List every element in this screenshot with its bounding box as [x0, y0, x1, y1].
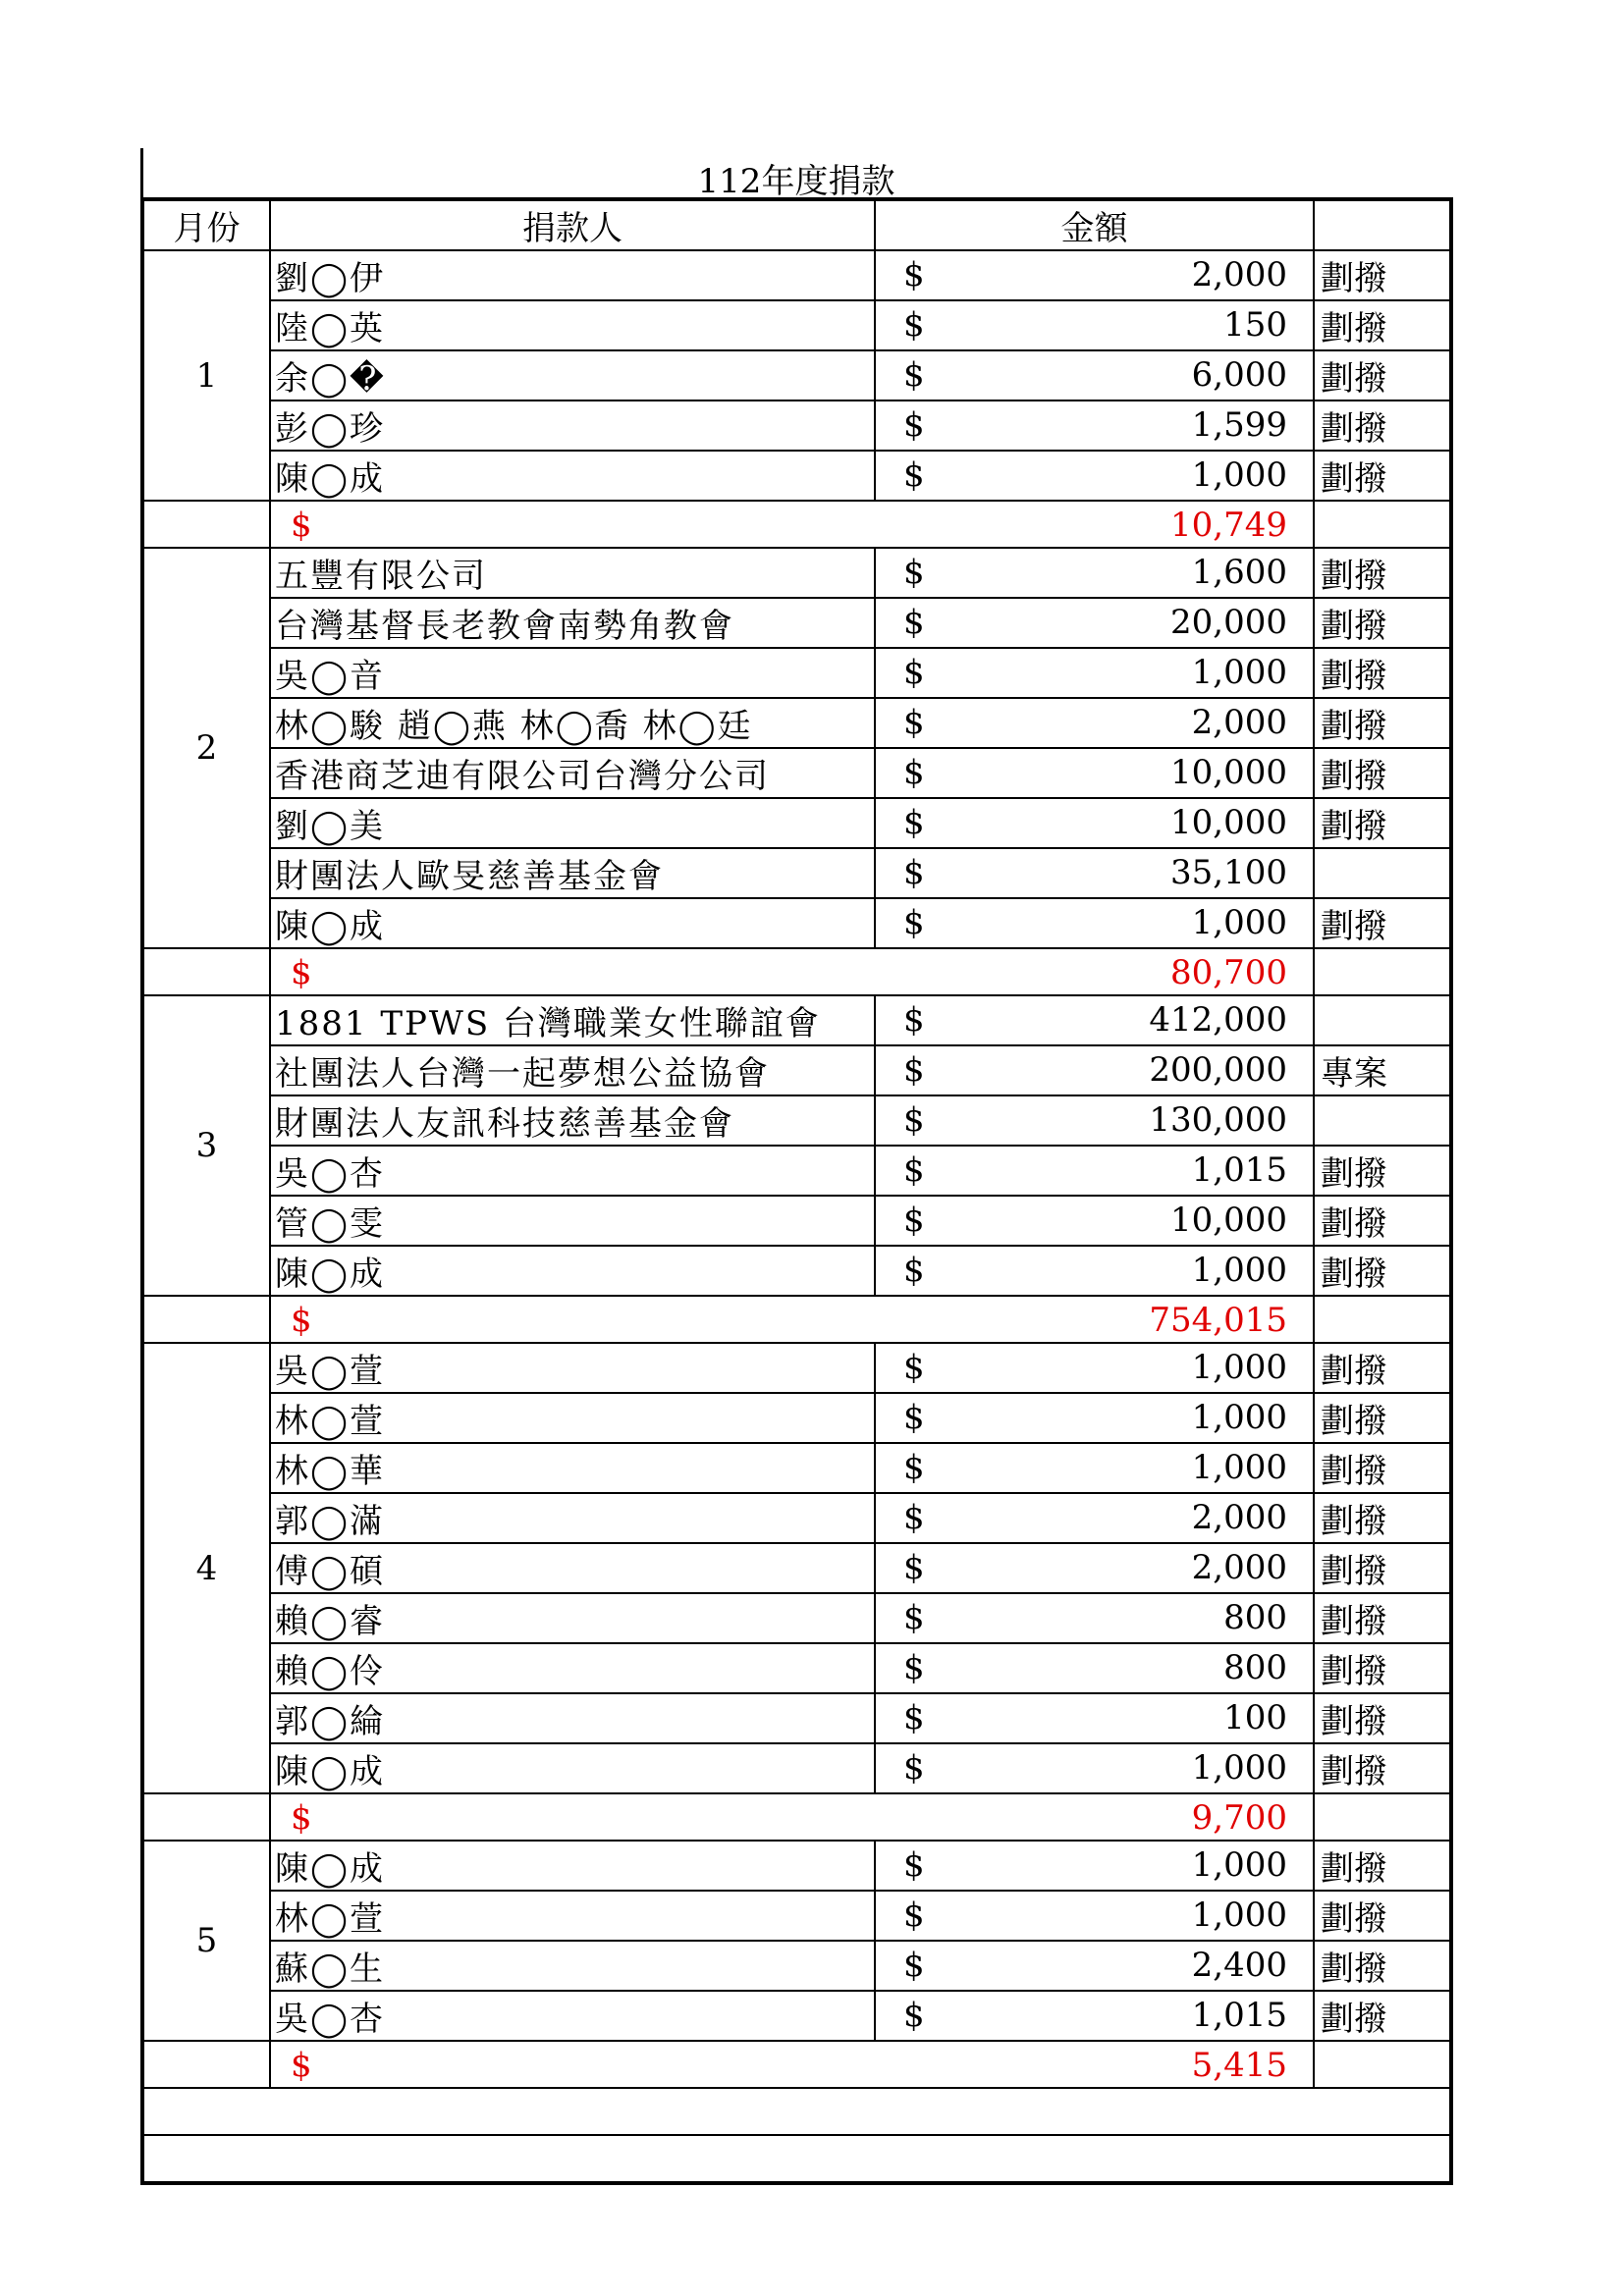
donor-name: 林◯駿 趙◯燕 林◯喬 林◯廷 [270, 698, 875, 748]
donation-row [142, 698, 1451, 748]
header-row [142, 199, 1451, 250]
donation-row [142, 898, 1451, 948]
subtotal-month-blank [142, 2041, 270, 2088]
subtotal-value: 5,415 [1191, 2046, 1287, 2085]
donation-row [142, 598, 1451, 648]
amount-value: 800 [1223, 1648, 1287, 1687]
subtotal-currency: $ [291, 1301, 312, 1340]
donor-name: 台灣基督長老教會南勢角教會 [270, 598, 875, 648]
donor-name: 劉◯美 [270, 798, 875, 848]
amount-value: 800 [1223, 1598, 1287, 1637]
donor-name: 傅◯碩 [270, 1543, 875, 1593]
empty-row [142, 2135, 1451, 2183]
amount-cell [875, 1343, 1314, 1393]
subtotal-value: 9,700 [1191, 1798, 1287, 1838]
donation-row [142, 1343, 1451, 1393]
currency-symbol: $ [903, 1845, 925, 1885]
payment-note: 劃撥 [1314, 250, 1451, 300]
amount-cell [875, 1693, 1314, 1743]
donation-row [142, 1443, 1451, 1493]
currency-symbol: $ [903, 1698, 925, 1737]
currency-symbol: $ [903, 1598, 925, 1637]
payment-note: 劃撥 [1314, 1643, 1451, 1693]
currency-symbol: $ [903, 803, 925, 842]
subtotal-month-blank [142, 1296, 270, 1343]
subtotal-row [142, 2041, 1451, 2088]
payment-note: 劃撥 [1314, 1891, 1451, 1941]
amount-value: 1,015 [1191, 1996, 1287, 2035]
amount-cell [875, 598, 1314, 648]
donor-name: 林◯萱 [270, 1393, 875, 1443]
month-header: 月份 [142, 199, 270, 250]
amount-value: 2,000 [1191, 703, 1287, 742]
amount-cell [875, 1196, 1314, 1246]
amount-value: 1,000 [1191, 1845, 1287, 1885]
donation-row [142, 1493, 1451, 1543]
amount-cell [875, 1891, 1314, 1941]
donation-row [142, 798, 1451, 848]
donor-name: 余◯� [270, 350, 875, 400]
donor-name: 財團法人友訊科技慈善基金會 [270, 1095, 875, 1146]
currency-symbol: $ [903, 405, 925, 445]
subtotal-month-blank [142, 1793, 270, 1841]
payment-note: 劃撥 [1314, 1841, 1451, 1891]
currency-symbol: $ [903, 1348, 925, 1387]
payment-note: 劃撥 [1314, 1543, 1451, 1593]
payment-note: 劃撥 [1314, 648, 1451, 698]
donation-row [142, 1941, 1451, 1991]
currency-symbol: $ [903, 753, 925, 792]
currency-symbol: $ [903, 355, 925, 395]
amount-cell [875, 648, 1314, 698]
donor-name: 管◯雯 [270, 1196, 875, 1246]
donor-name: 陳◯成 [270, 898, 875, 948]
month-cell: 1 [142, 250, 270, 501]
payment-note: 劃撥 [1314, 548, 1451, 598]
amount-value: 1,000 [1191, 653, 1287, 692]
amount-value: 10,000 [1170, 1201, 1287, 1240]
donor-name: 社團法人台灣一起夢想公益協會 [270, 1045, 875, 1095]
amount-cell [875, 1146, 1314, 1196]
month-cell: 3 [142, 995, 270, 1296]
donor-name: 陳◯成 [270, 1841, 875, 1891]
currency-symbol: $ [903, 853, 925, 892]
donation-row [142, 1196, 1451, 1246]
note-header [1314, 199, 1451, 250]
currency-symbol: $ [903, 1251, 925, 1290]
donation-row [142, 1743, 1451, 1793]
month-cell: 5 [142, 1841, 270, 2041]
subtotal-cell [270, 501, 1314, 548]
subtotal-note-blank [1314, 948, 1451, 995]
amount-value: 2,000 [1191, 1498, 1287, 1537]
amount-header: 金額 [875, 199, 1314, 250]
payment-note: 劃撥 [1314, 300, 1451, 350]
currency-symbol: $ [903, 903, 925, 942]
amount-cell [875, 400, 1314, 451]
amount-value: 35,100 [1170, 853, 1287, 892]
amount-cell [875, 1643, 1314, 1693]
donation-row [142, 1991, 1451, 2041]
donation-row [142, 1393, 1451, 1443]
currency-symbol: $ [903, 553, 925, 592]
donation-row [142, 400, 1451, 451]
payment-note: 劃撥 [1314, 1693, 1451, 1743]
donor-name: 蘇◯生 [270, 1941, 875, 1991]
month-cell: 4 [142, 1343, 270, 1793]
amount-cell [875, 1045, 1314, 1095]
donor-name: 賴◯睿 [270, 1593, 875, 1643]
amount-value: 1,000 [1191, 1748, 1287, 1788]
amount-value: 2,000 [1191, 1548, 1287, 1587]
currency-symbol: $ [903, 255, 925, 294]
subtotal-currency: $ [291, 2046, 312, 2085]
amount-cell [875, 1543, 1314, 1593]
currency-symbol: $ [903, 1398, 925, 1437]
payment-note: 劃撥 [1314, 1393, 1451, 1443]
subtotal-note-blank [1314, 501, 1451, 548]
donation-row [142, 1693, 1451, 1743]
donor-name: 郭◯綸 [270, 1693, 875, 1743]
subtotal-cell [270, 948, 1314, 995]
amount-value: 1,000 [1191, 455, 1287, 495]
amount-value: 1,000 [1191, 1348, 1287, 1387]
currency-symbol: $ [903, 1050, 925, 1090]
empty-cell [142, 2135, 1451, 2183]
payment-note [1314, 995, 1451, 1045]
donation-row [142, 1841, 1451, 1891]
donor-name: 林◯華 [270, 1443, 875, 1493]
payment-note: 劃撥 [1314, 1246, 1451, 1296]
subtotal-row [142, 1296, 1451, 1343]
donor-name: 1881 TPWS 台灣職業女性聯誼會 [270, 995, 875, 1045]
amount-cell [875, 1493, 1314, 1543]
payment-note: 劃撥 [1314, 1196, 1451, 1246]
payment-note: 劃撥 [1314, 1941, 1451, 1991]
currency-symbol: $ [903, 1000, 925, 1040]
currency-symbol: $ [903, 1498, 925, 1537]
empty-cell [142, 2088, 1451, 2135]
donation-row [142, 548, 1451, 598]
currency-symbol: $ [903, 1201, 925, 1240]
amount-cell [875, 1246, 1314, 1296]
currency-symbol: $ [903, 305, 925, 345]
currency-symbol: $ [903, 1100, 925, 1140]
currency-symbol: $ [903, 455, 925, 495]
donation-row [142, 350, 1451, 400]
amount-cell [875, 698, 1314, 748]
subtotal-currency: $ [291, 506, 312, 545]
subtotal-month-blank [142, 948, 270, 995]
donation-sheet [140, 148, 1449, 2185]
donor-name: 郭◯滿 [270, 1493, 875, 1543]
payment-note: 劃撥 [1314, 1991, 1451, 2041]
payment-note: 劃撥 [1314, 1443, 1451, 1493]
payment-note: 劃撥 [1314, 698, 1451, 748]
donor-name: 陸◯英 [270, 300, 875, 350]
amount-value: 1,015 [1191, 1150, 1287, 1190]
subtotal-month-blank [142, 501, 270, 548]
sheet-title: 112年度捐款 [697, 162, 895, 201]
subtotal-value: 754,015 [1149, 1301, 1287, 1340]
donation-row [142, 250, 1451, 300]
amount-value: 100 [1223, 1698, 1287, 1737]
empty-row [142, 2088, 1451, 2135]
donor-name: 彭◯珍 [270, 400, 875, 451]
donation-row [142, 1095, 1451, 1146]
subtotal-row [142, 501, 1451, 548]
donation-row [142, 1246, 1451, 1296]
amount-cell [875, 1743, 1314, 1793]
donation-row [142, 1045, 1451, 1095]
amount-cell [875, 1593, 1314, 1643]
currency-symbol: $ [903, 603, 925, 642]
amount-cell [875, 451, 1314, 501]
subtotal-note-blank [1314, 1793, 1451, 1841]
subtotal-note-blank [1314, 1296, 1451, 1343]
amount-cell [875, 1393, 1314, 1443]
donation-row [142, 1146, 1451, 1196]
amount-cell [875, 300, 1314, 350]
amount-value: 130,000 [1149, 1100, 1287, 1140]
amount-value: 1,000 [1191, 903, 1287, 942]
donor-name: 陳◯成 [270, 1743, 875, 1793]
subtotal-note-blank [1314, 2041, 1451, 2088]
payment-note: 劃撥 [1314, 1743, 1451, 1793]
payment-note [1314, 848, 1451, 898]
currency-symbol: $ [903, 1448, 925, 1487]
donor-name: 吳◯杏 [270, 1146, 875, 1196]
currency-symbol: $ [903, 1996, 925, 2035]
donor-name: 吳◯萱 [270, 1343, 875, 1393]
amount-value: 20,000 [1170, 603, 1287, 642]
amount-cell [875, 848, 1314, 898]
donation-row [142, 300, 1451, 350]
amount-value: 200,000 [1149, 1050, 1287, 1090]
subtotal-currency: $ [291, 953, 312, 992]
amount-value: 1,000 [1191, 1448, 1287, 1487]
month-cell: 2 [142, 548, 270, 948]
payment-note: 劃撥 [1314, 798, 1451, 848]
amount-cell [875, 1991, 1314, 2041]
amount-cell [875, 995, 1314, 1045]
amount-value: 6,000 [1191, 355, 1287, 395]
donor-name: 吳◯杏 [270, 1991, 875, 2041]
title-row [140, 148, 1449, 201]
amount-value: 1,599 [1191, 405, 1287, 445]
donation-row [142, 1593, 1451, 1643]
payment-note: 專案 [1314, 1045, 1451, 1095]
subtotal-cell [270, 1793, 1314, 1841]
amount-cell [875, 1941, 1314, 1991]
payment-note: 劃撥 [1314, 748, 1451, 798]
donation-row [142, 848, 1451, 898]
amount-cell [875, 350, 1314, 400]
amount-cell [875, 1095, 1314, 1146]
currency-symbol: $ [903, 1150, 925, 1190]
donor-name: 吳◯音 [270, 648, 875, 698]
donor-header: 捐款人 [270, 199, 875, 250]
amount-value: 10,000 [1170, 803, 1287, 842]
donor-name: 陳◯成 [270, 451, 875, 501]
amount-cell [875, 898, 1314, 948]
amount-value: 1,600 [1191, 553, 1287, 592]
amount-cell [875, 1841, 1314, 1891]
amount-cell [875, 250, 1314, 300]
donation-table-body [142, 199, 1451, 2183]
donor-name: 劉◯伊 [270, 250, 875, 300]
payment-note: 劃撥 [1314, 350, 1451, 400]
amount-cell [875, 548, 1314, 598]
amount-value: 150 [1223, 305, 1287, 345]
currency-symbol: $ [903, 1896, 925, 1935]
donor-name: 賴◯伶 [270, 1643, 875, 1693]
currency-symbol: $ [903, 703, 925, 742]
currency-symbol: $ [903, 1946, 925, 1985]
currency-symbol: $ [903, 1748, 925, 1788]
donor-name: 陳◯成 [270, 1246, 875, 1296]
payment-note [1314, 1095, 1451, 1146]
payment-note: 劃撥 [1314, 1146, 1451, 1196]
subtotal-cell [270, 2041, 1314, 2088]
subtotal-row [142, 1793, 1451, 1841]
donation-row [142, 995, 1451, 1045]
amount-value: 2,400 [1191, 1946, 1287, 1985]
payment-note: 劃撥 [1314, 898, 1451, 948]
donation-table [140, 197, 1453, 2185]
donor-name: 五豐有限公司 [270, 548, 875, 598]
donation-row [142, 648, 1451, 698]
payment-note: 劃撥 [1314, 1493, 1451, 1543]
amount-value: 1,000 [1191, 1896, 1287, 1935]
amount-value: 2,000 [1191, 255, 1287, 294]
donor-name: 香港商芝迪有限公司台灣分公司 [270, 748, 875, 798]
currency-symbol: $ [903, 1648, 925, 1687]
payment-note: 劃撥 [1314, 598, 1451, 648]
donation-row [142, 1643, 1451, 1693]
subtotal-value: 80,700 [1170, 953, 1287, 992]
subtotal-row [142, 948, 1451, 995]
amount-cell [875, 798, 1314, 848]
donor-name: 財團法人歐旻慈善基金會 [270, 848, 875, 898]
amount-value: 412,000 [1149, 1000, 1287, 1040]
amount-value: 10,000 [1170, 753, 1287, 792]
donation-row [142, 1543, 1451, 1593]
donor-name: 林◯萱 [270, 1891, 875, 1941]
amount-cell [875, 1443, 1314, 1493]
subtotal-currency: $ [291, 1798, 312, 1838]
currency-symbol: $ [903, 653, 925, 692]
payment-note: 劃撥 [1314, 1593, 1451, 1643]
donation-row [142, 1891, 1451, 1941]
amount-value: 1,000 [1191, 1251, 1287, 1290]
donation-row [142, 451, 1451, 501]
amount-value: 1,000 [1191, 1398, 1287, 1437]
subtotal-value: 10,749 [1170, 506, 1287, 545]
currency-symbol: $ [903, 1548, 925, 1587]
payment-note: 劃撥 [1314, 1343, 1451, 1393]
donation-row [142, 748, 1451, 798]
payment-note: 劃撥 [1314, 451, 1451, 501]
subtotal-cell [270, 1296, 1314, 1343]
payment-note: 劃撥 [1314, 400, 1451, 451]
amount-cell [875, 748, 1314, 798]
